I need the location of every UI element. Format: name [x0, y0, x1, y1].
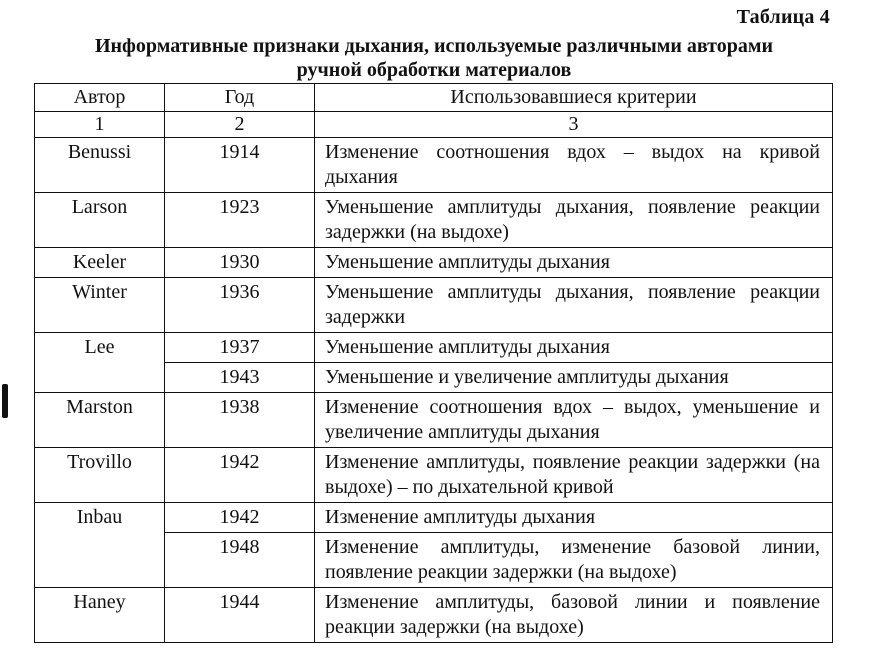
- breathing-criteria-table: [34, 83, 833, 643]
- header-year: Год: [165, 84, 315, 112]
- table-row: [35, 193, 833, 248]
- year-cell: 1930: [165, 248, 315, 278]
- criteria-cell: Изменение амплитуды, изменение базовой линии, появление реакции задержки (на выдохе): [315, 533, 833, 588]
- table-caption: Таблица 4: [736, 6, 830, 28]
- criteria-cell: Изменение соотношения вдох – выдох на кривой дыхания: [315, 138, 833, 193]
- criteria-cell: Изменение амплитуды, появление реакции задержки (на выдохе) – по дыхательной кривой: [315, 448, 833, 503]
- table-title-line-1: Информативные признаки дыхания, используемые различными авторами: [94, 35, 774, 57]
- author-cell: Larson: [35, 193, 165, 248]
- criteria-cell: Уменьшение амплитуды дыхания, появление реакции задержки: [315, 278, 833, 333]
- column-number-row: [35, 112, 833, 138]
- year-cell: 1942: [165, 503, 315, 533]
- criteria-cell: Уменьшение амплитуды дыхания: [315, 333, 833, 363]
- year-cell: 1937: [165, 333, 315, 363]
- table-row: [35, 393, 833, 448]
- author-cell: Lee: [35, 333, 165, 393]
- author-cell: Inbau: [35, 503, 165, 588]
- author-cell: Benussi: [35, 138, 165, 193]
- header-author: Автор: [35, 84, 165, 112]
- year-cell: 1943: [165, 363, 315, 393]
- criteria-cell: Изменение амплитуды дыхания: [315, 503, 833, 533]
- column-number-1: 1: [35, 112, 165, 138]
- header-row: [35, 84, 833, 112]
- criteria-cell: Уменьшение амплитуды дыхания, появление реакции задержки (на выдохе): [315, 193, 833, 248]
- column-number-3: 3: [315, 112, 833, 138]
- criteria-cell: Изменение соотношения вдох – выдох, уменьшение и увеличение амплитуды дыхания: [315, 393, 833, 448]
- table-row: [35, 448, 833, 503]
- criteria-cell: Уменьшение амплитуды дыхания: [315, 248, 833, 278]
- year-cell: 1923: [165, 193, 315, 248]
- table-row: [35, 278, 833, 333]
- author-cell: Winter: [35, 278, 165, 333]
- author-cell: Keeler: [35, 248, 165, 278]
- margin-mark: [2, 384, 8, 418]
- column-number-2: 2: [165, 112, 315, 138]
- criteria-cell: Изменение амплитуды, базовой линии и появление реакции задержки (на выдохе): [315, 588, 833, 643]
- year-cell: 1948: [165, 533, 315, 588]
- table-row: [35, 503, 833, 533]
- table-row: [35, 248, 833, 278]
- author-cell: Haney: [35, 588, 165, 643]
- table-row: [35, 333, 833, 363]
- header-criteria: Использовавшиеся критерии: [315, 84, 833, 112]
- table-row: [35, 138, 833, 193]
- year-cell: 1914: [165, 138, 315, 193]
- table-title: [34, 34, 834, 82]
- criteria-cell: Уменьшение и увеличение амплитуды дыхания: [315, 363, 833, 393]
- year-cell: 1942: [165, 448, 315, 503]
- year-cell: 1936: [165, 278, 315, 333]
- year-cell: 1944: [165, 588, 315, 643]
- table-title-line-2: ручной обработки материалов: [296, 59, 572, 81]
- author-cell: Marston: [35, 393, 165, 448]
- year-cell: 1938: [165, 393, 315, 448]
- author-cell: Trovillo: [35, 448, 165, 503]
- table-row: [35, 588, 833, 643]
